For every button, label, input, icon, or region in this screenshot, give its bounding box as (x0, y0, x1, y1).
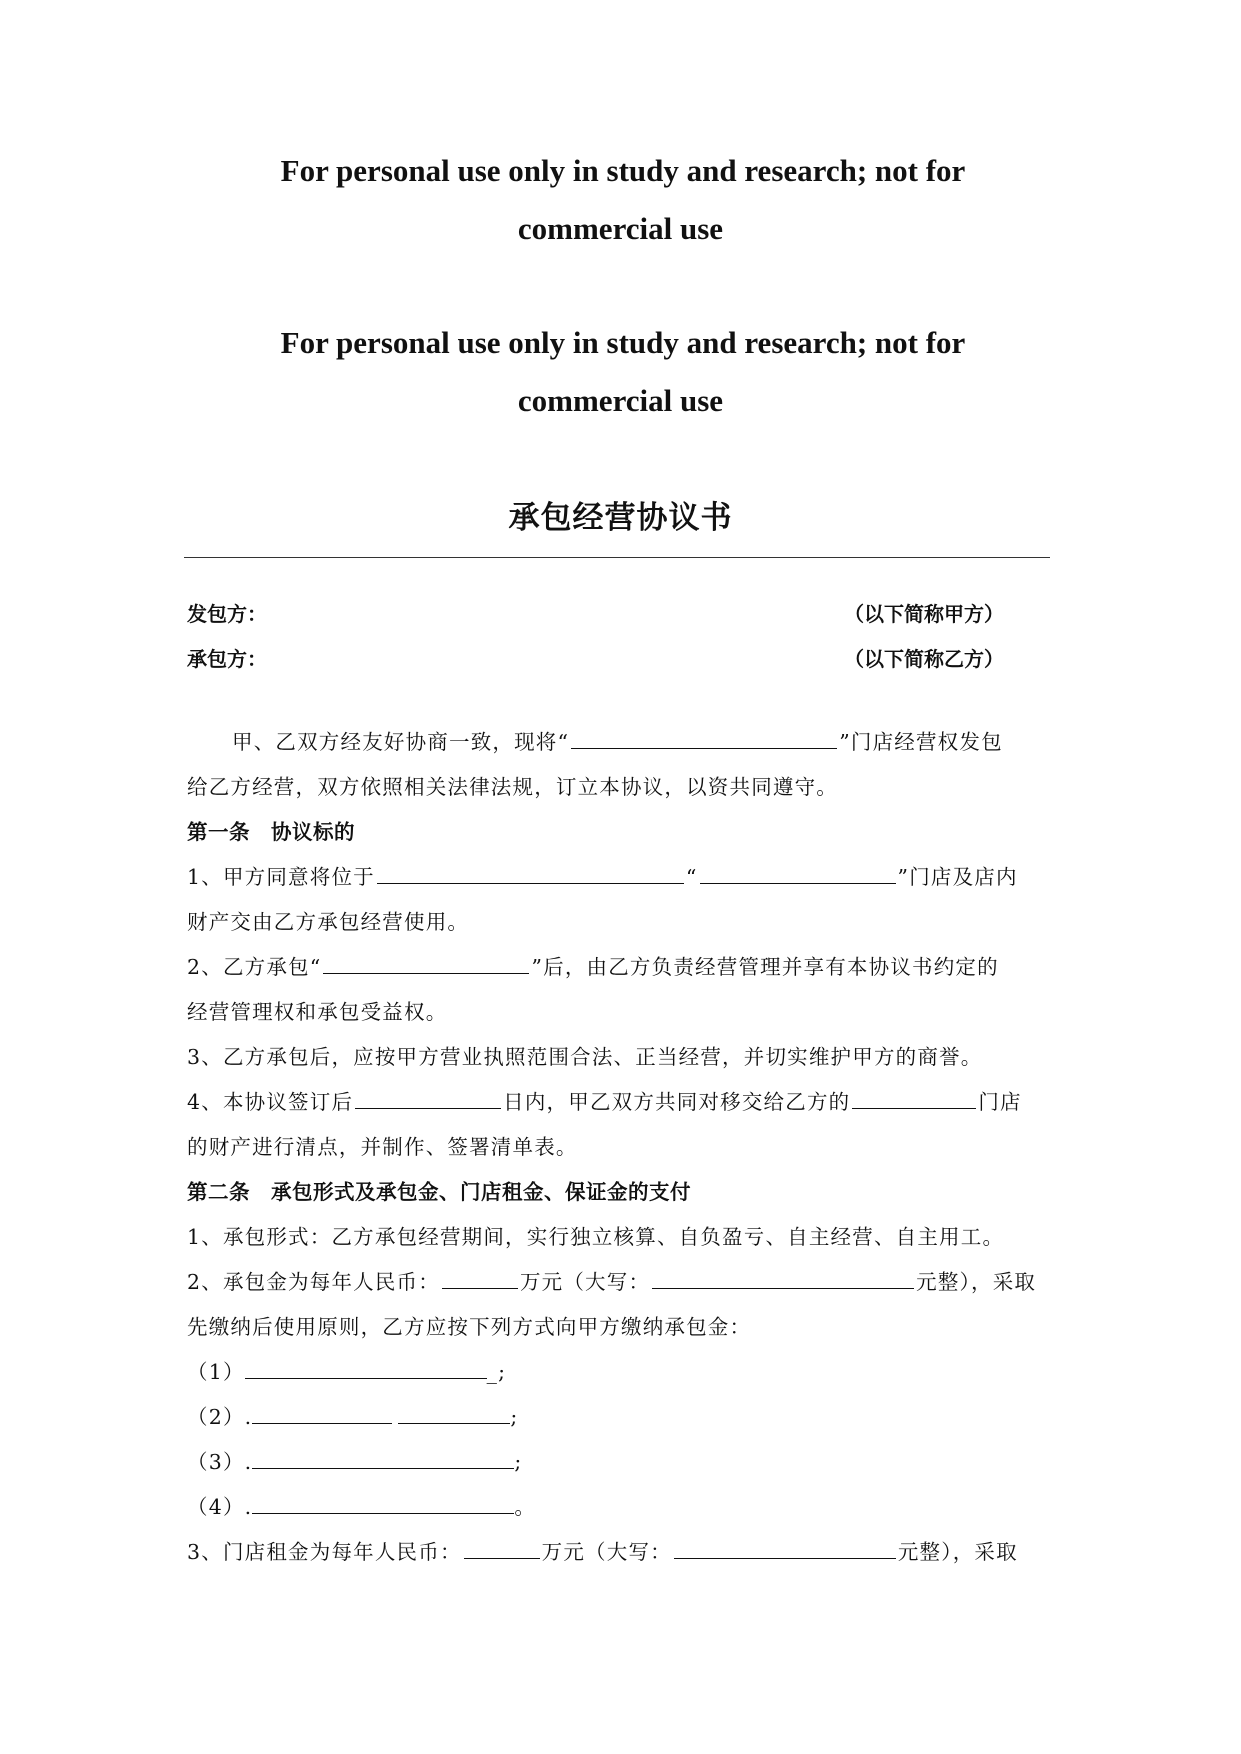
article-1-clause-1 (187, 860, 1057, 890)
issuer-party-line (187, 598, 1017, 627)
intro-text: 甲、乙双方经友好协商一致，现将“ (232, 730, 570, 754)
days-blank[interactable] (355, 1090, 501, 1109)
article-1-clause-2 (187, 950, 1057, 980)
clause-text: 万元（大写： (541, 1540, 672, 1564)
location-blank[interactable] (377, 865, 684, 884)
article-2-clause-3 (187, 1535, 1057, 1565)
title-divider (184, 557, 1050, 558)
clause-text: ”门店及店内 (897, 865, 1018, 889)
payment-blank[interactable] (252, 1495, 514, 1514)
intro-line-2: 给乙方经营，双方依照相关法律法规，订立本协议，以资共同遵守。 (187, 775, 838, 799)
article-2-clause-1: 1、承包形式：乙方承包经营期间，实行独立核算、自负盈亏、自主经营、自主用工。 (187, 1225, 1005, 1249)
store-name-blank[interactable] (323, 955, 529, 974)
article-1-heading: 第一条 协议标的 (187, 820, 355, 844)
watermark-line-1: For personal use only in study and research; not for (280, 325, 966, 360)
clause-text: 元整），采取 (916, 1270, 1037, 1294)
clause-text: 日内，甲乙双方共同对移交给乙方的 (503, 1090, 851, 1114)
article-1-clause-2-cont: 经营管理权和承包受益权。 (187, 1000, 448, 1024)
item-end: ; (514, 1450, 523, 1474)
watermark-line-2: commercial use (517, 211, 724, 246)
document-title: 承包经营协议书 (508, 500, 733, 536)
payment-item-2 (187, 1400, 1057, 1430)
store-name-blank[interactable] (571, 730, 837, 749)
amount-blank[interactable] (442, 1270, 518, 1289)
clause-text: 门店 (978, 1090, 1022, 1114)
intro-text: ”门店经营权发包 (839, 730, 1003, 754)
item-number: （2）. (187, 1405, 253, 1429)
payment-item-3 (187, 1445, 1057, 1475)
article-1-clause-4-cont: 的财产进行清点，并制作、签署清单表。 (187, 1135, 578, 1159)
clause-text: ”后，由乙方负责经营管理并享有本协议书约定的 (531, 955, 999, 979)
clause-text: 4、本协议签订后 (187, 1090, 354, 1114)
payment-blank[interactable] (245, 1360, 487, 1379)
issuer-label: 发包方： (187, 602, 267, 626)
contractor-label: 承包方： (187, 647, 267, 671)
article-1-clause-1-cont: 财产交由乙方承包经营使用。 (187, 910, 470, 934)
store-blank[interactable] (852, 1090, 976, 1109)
clause-text: 2、乙方承包“ (187, 955, 322, 979)
clause-text: “ (685, 865, 698, 889)
payment-item-1 (187, 1355, 1057, 1385)
article-2-heading: 第二条 承包形式及承包金、门店租金、保证金的支付 (187, 1180, 691, 1204)
watermark-line-1: For personal use only in study and research; not for (280, 153, 966, 188)
clause-text: 3、门店租金为每年人民币： (187, 1540, 462, 1564)
item-end: _; (486, 1360, 507, 1384)
store-name-blank[interactable] (700, 865, 896, 884)
rent-amount-blank[interactable] (464, 1540, 540, 1559)
item-end: 。 (514, 1495, 537, 1519)
article-1-clause-4 (187, 1085, 1057, 1115)
clause-text: 1、甲方同意将位于 (187, 865, 375, 889)
article-1-clause-3: 3、乙方承包后，应按甲方营业执照范围合法、正当经营，并切实维护甲方的商誉。 (187, 1045, 983, 1069)
contractor-note: （以下简称乙方） (844, 647, 1004, 671)
payment-item-4 (187, 1490, 1057, 1520)
item-number: （1） (187, 1360, 245, 1384)
item-end: ; (510, 1405, 519, 1429)
watermark-notice (0, 314, 1241, 430)
intro-line-1 (232, 725, 1102, 755)
rent-words-blank[interactable] (674, 1540, 896, 1559)
issuer-note: （以下简称甲方） (844, 602, 1004, 626)
contractor-party-line (187, 643, 1017, 672)
clause-text: 万元（大写： (519, 1270, 651, 1294)
item-number: （3）. (187, 1450, 253, 1474)
payment-blank[interactable] (398, 1405, 510, 1424)
payment-blank[interactable] (252, 1405, 392, 1424)
clause-text: 元整），采取 (897, 1540, 1018, 1564)
article-2-clause-2-cont: 先缴纳后使用原则，乙方应按下列方式向甲方缴纳承包金： (187, 1315, 752, 1339)
payment-blank[interactable] (252, 1450, 514, 1469)
watermark-notice (0, 142, 1241, 258)
clause-text: 2、承包金为每年人民币： (187, 1270, 440, 1294)
article-2-clause-2 (187, 1265, 1057, 1295)
amount-words-blank[interactable] (652, 1270, 914, 1289)
watermark-line-2: commercial use (517, 383, 724, 418)
item-number: （4）. (187, 1495, 253, 1519)
